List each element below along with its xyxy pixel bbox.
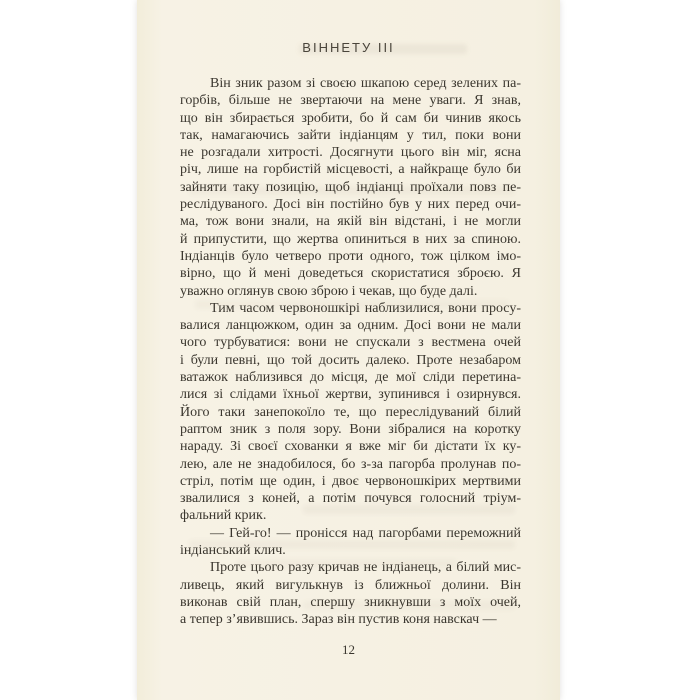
text-line: індіанський клич. xyxy=(180,543,286,559)
text-line: Його таки занепокоїло те, що переслідуваний білий xyxy=(180,404,521,420)
text-line: реслідуваного. Досі він постійно був у них перед очи- xyxy=(180,197,521,213)
text-line: Індіанців було четверо проти одного, тож цілком імо- xyxy=(180,248,521,264)
text-line: стріл, потім ще один, і двоє червоношкірих мертвими xyxy=(180,473,521,489)
text-line: не розгадали хитрості. Досягнути цього він міг, ясна xyxy=(180,145,521,161)
text-line: що він збирається зробити, бо й сам би чинив якось xyxy=(180,110,521,126)
text-line: валися ланцюжком, один за одним. Досі вони не мали xyxy=(180,318,521,334)
text-line: раптом зник з поля зору. Вони зібралися на коротку xyxy=(180,421,521,437)
page-number: 12 xyxy=(342,641,355,657)
text-line: й припустити, що жертва опиниться в них за спиною. xyxy=(180,231,521,247)
book-page xyxy=(137,0,560,700)
text-line: чого турбуватися: вони не спускали з вестмена очей xyxy=(180,335,521,351)
text-line: і були певні, що той досить далеко. Проте незабаром xyxy=(180,352,521,368)
text-line: лею, але не знадобилося, бо з-за пагорба пролунав по- xyxy=(180,456,521,472)
text-line: лися зі слідами їхньої жертви, зупинився і озирнувся. xyxy=(180,387,521,403)
text-line: звалилися з коней, а потім почувся голосний тріум- xyxy=(180,491,521,507)
text-line: так, намагаючись зайти індіанцям у тил, поки вони xyxy=(180,127,521,143)
text-line: Тим часом червоношкірі наблизилися, вони просу- xyxy=(210,300,521,316)
text-line: Він зник разом зі своєю шкапою серед зелених па- xyxy=(210,76,521,91)
text-line: Проте цього разу кричав не індіанець, а білий мис- xyxy=(210,560,521,576)
text-line: виконав свій план, спершу зникнувши з моїх очей, xyxy=(180,594,521,610)
text-line: ма, тож вони знали, на якій він відстані, і не могли xyxy=(180,214,521,230)
text-line: ливець, який вигулькнув із ближньої долини. Він xyxy=(180,577,521,593)
body-text xyxy=(180,75,521,629)
text-line: вірно, що й мені доведеться скористатися зброєю. Я xyxy=(180,266,521,282)
text-line: зайняти таку позицію, щоб індіанці проїхали повз пе- xyxy=(180,179,521,195)
text-line: — Гей-го! — пронісся над пагорбами переможний xyxy=(210,525,521,541)
text-line: річ, лише на горбистій місцевості, а найкраще було би xyxy=(180,162,521,178)
text-line: фальний крик. xyxy=(180,508,267,524)
text-line: а тепер з’явившись. Зараз він пустив коня навскач — xyxy=(180,612,497,628)
text-line: горбів, більше не звертаючи на мене уваги. Я знав, xyxy=(180,93,521,109)
text-line: ватажок наблизився до місця, де мої сліди перетина- xyxy=(180,370,521,386)
text-line: нараду. Зі своєї схованки я вже міг би дістати їх ку- xyxy=(180,439,521,455)
chapter-running-head: ВІННЕТУ III xyxy=(302,40,395,55)
text-line: уважно оглянув свою зброю і чекав, що буде далі. xyxy=(180,283,478,299)
